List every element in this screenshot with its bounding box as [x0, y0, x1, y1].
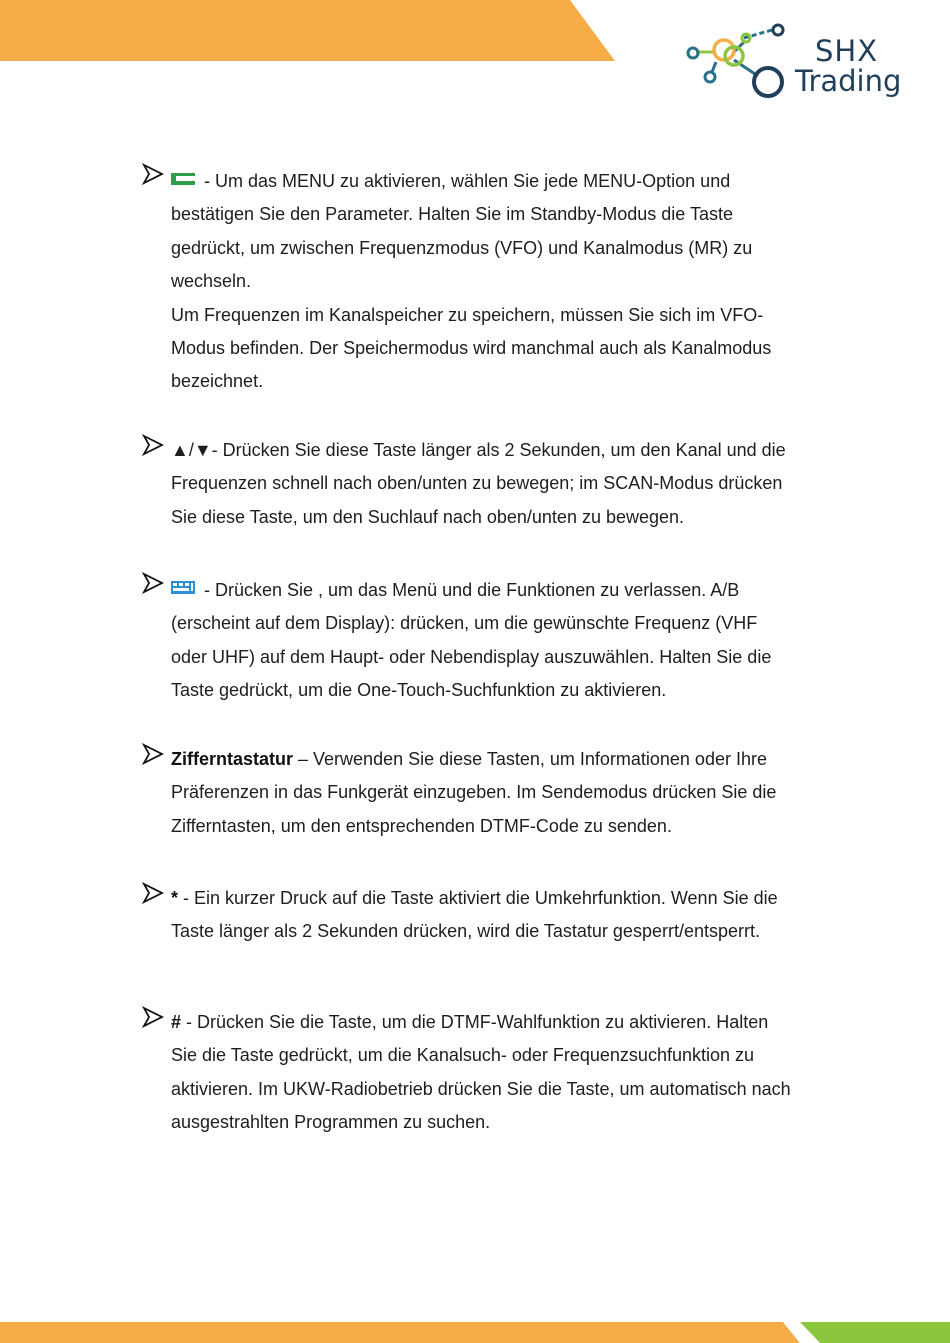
- item-text-line: - Um das MENU zu aktivieren, wählen Sie jede MENU-Option und: [199, 171, 731, 191]
- item-text-line: - Drücken Sie diese Taste länger als 2 Sekunden, um den Kanal und die: [211, 440, 786, 460]
- item-text-line: gedrückt, um zwischen Frequenzmodus (VFO) und Kanalmodus (MR) zu: [171, 237, 753, 258]
- footer-color-band: [0, 1322, 950, 1343]
- bullet-item-hash-key: [142, 1006, 842, 1140]
- item-text-line: ausgestrahlten Programmen zu suchen.: [171, 1112, 491, 1133]
- item-text-line: - Drücken Sie die Taste, um die DTMF-Wahlfunktion zu aktivieren. Halten: [181, 1012, 769, 1032]
- item-text-line: Frequenzen schnell nach oben/unten zu bewegen; im SCAN-Modus drücken: [171, 473, 783, 494]
- logo-wordmark-line1: SHX: [815, 34, 879, 68]
- bullet-item-up-down: [142, 434, 842, 534]
- hash-key-label: #: [171, 1012, 182, 1032]
- item-text-line: Um Frequenzen im Kanalspeicher zu speichern, müssen Sie sich im VFO-: [171, 304, 764, 325]
- bullet-arrow-icon: [142, 434, 164, 456]
- bullet-arrow-icon: [142, 163, 164, 185]
- item-text-line: aktivieren. Im UKW-Radiobetrieb drücken Sie die Taste, um automatisch nach: [171, 1078, 791, 1099]
- logo-wordmark: [795, 36, 901, 96]
- item-text-line: bezeichnet.: [171, 371, 264, 392]
- bullet-item-exit: [142, 572, 842, 708]
- item-text-line: Sie diese Taste, um den Suchlauf nach oben/unten zu bewegen.: [171, 506, 685, 527]
- item-text-line: Sie die Taste gedrückt, um die Kanalsuch- oder Frequenzsuchfunktion zu: [171, 1045, 755, 1066]
- keypad-label: Zifferntastatur: [171, 749, 294, 769]
- up-down-arrows-label: ▲/▼: [171, 440, 212, 460]
- bullet-arrow-icon: [142, 1006, 164, 1028]
- item-text-line: Taste gedrückt, um die One-Touch-Suchfunktion zu aktivieren.: [171, 680, 667, 701]
- item-text-line: - Ein kurzer Druck auf die Taste aktiviert die Umkehrfunktion. Wenn Sie die: [178, 888, 778, 908]
- item-text-line: (erscheint auf dem Display): drücken, um die gewünschte Frequenz (VHF: [171, 613, 758, 634]
- bullet-item-keypad: [142, 743, 842, 843]
- item-text-line: Präferenzen in das Funkgerät einzugeben. Im Sendemodus drücken Sie die: [171, 782, 777, 803]
- bullet-arrow-icon: [142, 882, 164, 904]
- item-text-line: oder UHF) auf dem Haupt- oder Nebendisplay auszuwählen. Halten Sie die: [171, 646, 772, 667]
- item-text-line: wechseln.: [171, 271, 252, 292]
- item-text-line: Modus befinden. Der Speichermodus wird manchmal auch als Kanalmodus: [171, 338, 772, 359]
- item-text-line: Zifferntasten, um den entsprechenden DTMF-Code zu senden.: [171, 815, 672, 836]
- menu-key-icon: [171, 163, 195, 196]
- molecule-logo-icon: [682, 20, 794, 102]
- bullet-arrow-icon: [142, 743, 164, 765]
- bullet-item-star-key: [142, 882, 842, 949]
- exit-key-icon: [171, 572, 195, 605]
- item-text-line: - Drücken Sie , um das Menü und die Funktionen zu verlassen. A/B: [199, 580, 740, 600]
- bullet-item-menu: [142, 163, 842, 399]
- logo-wordmark-line2: Trading: [795, 64, 902, 98]
- item-text-line: Taste länger als 2 Sekunden drücken, wird die Tastatur gesperrt/entsperrt.: [171, 921, 760, 942]
- shx-trading-logo: [682, 20, 922, 102]
- header-orange-band: [0, 0, 615, 61]
- item-text-line: bestätigen Sie den Parameter. Halten Sie im Standby-Modus die Taste: [171, 204, 733, 225]
- star-key-label: *: [171, 888, 179, 908]
- item-text-line: – Verwenden Sie diese Tasten, um Informationen oder Ihre: [293, 749, 767, 769]
- bullet-arrow-icon: [142, 572, 164, 594]
